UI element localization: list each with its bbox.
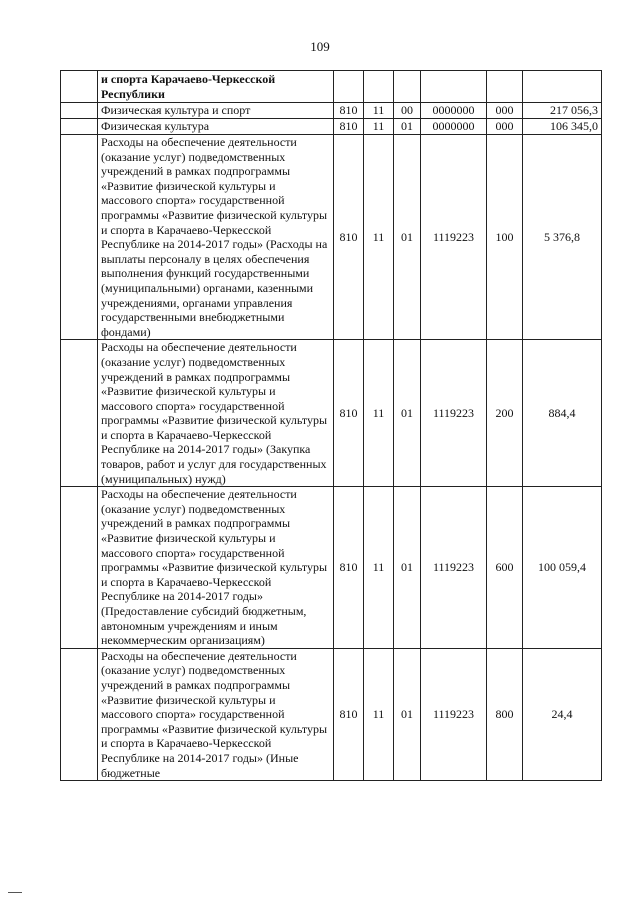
ministry-code-cell bbox=[334, 71, 364, 103]
section-code-cell: 11 bbox=[364, 487, 394, 649]
amount-cell: 24,4 bbox=[523, 648, 602, 780]
section-code-cell: 11 bbox=[364, 119, 394, 135]
row-index-cell bbox=[61, 103, 98, 119]
row-description: Расходы на обеспечение деятельности (оказание услуг) подведомственных учреждений в рамках подпрограммы «Развитие физической культуры и массового спорта» государственной программы «Развитие физической культуры и спорта в Карачаево-Черкесской Республике на 2014-2017 годы» (Предоставление субсидий бюджетным, автономным учреждениям и иным некоммерческим организациям) bbox=[98, 487, 334, 649]
row-index-cell bbox=[61, 648, 98, 780]
row-description: Расходы на обеспечение деятельности (оказание услуг) подведомственных учреждений в рамках подпрограммы «Развитие физической культуры и массового спорта» государственной программы «Развитие физической культуры и спорта в Карачаево-Черкесской Республике на 2014-2017 годы» (Иные бюджетные bbox=[98, 648, 334, 780]
row-index-cell bbox=[61, 340, 98, 487]
table-row bbox=[61, 103, 602, 119]
target-article-cell: 1119223 bbox=[421, 135, 487, 340]
amount-cell: 884,4 bbox=[523, 340, 602, 487]
expense-type-cell: 000 bbox=[487, 103, 523, 119]
table-row bbox=[61, 340, 602, 487]
amount-cell: 217 056,3 bbox=[523, 103, 602, 119]
subsection-code-cell: 01 bbox=[394, 648, 421, 780]
ministry-code-cell: 810 bbox=[334, 119, 364, 135]
ministry-code-cell: 810 bbox=[334, 487, 364, 649]
row-index-cell bbox=[61, 71, 98, 103]
amount-cell: 100 059,4 bbox=[523, 487, 602, 649]
target-article-cell: 0000000 bbox=[421, 119, 487, 135]
table-row bbox=[61, 135, 602, 340]
page-number: 109 bbox=[310, 39, 330, 54]
subsection-code-cell: 01 bbox=[394, 119, 421, 135]
target-article-cell: 1119223 bbox=[421, 648, 487, 780]
expense-type-cell: 600 bbox=[487, 487, 523, 649]
expense-type-cell bbox=[487, 71, 523, 103]
ministry-code-cell: 810 bbox=[334, 103, 364, 119]
row-description: Расходы на обеспечение деятельности (оказание услуг) подведомственных учреждений в рамках подпрограммы «Развитие физической культуры и массового спорта» государственной программы «Развитие физической культуры и спорта в Карачаево-Черкесской Республике на 2014-2017 годы» (Закупка товаров, работ и услуг для государственных (муниципальных) нужд) bbox=[98, 340, 334, 487]
amount-cell bbox=[523, 71, 602, 103]
row-index-cell bbox=[61, 135, 98, 340]
amount-cell: 106 345,0 bbox=[523, 119, 602, 135]
expense-type-cell: 100 bbox=[487, 135, 523, 340]
table-row bbox=[61, 71, 602, 103]
row-index-cell bbox=[61, 487, 98, 649]
section-code-cell: 11 bbox=[364, 340, 394, 487]
section-code-cell bbox=[364, 71, 394, 103]
ministry-code-cell: 810 bbox=[334, 135, 364, 340]
section-code-cell: 11 bbox=[364, 135, 394, 340]
row-description: Физическая культура и спорт bbox=[98, 103, 334, 119]
amount-cell: 5 376,8 bbox=[523, 135, 602, 340]
subsection-code-cell: 01 bbox=[394, 487, 421, 649]
section-code-cell: 11 bbox=[364, 648, 394, 780]
expense-type-cell: 200 bbox=[487, 340, 523, 487]
row-description: Физическая культура bbox=[98, 119, 334, 135]
table-row bbox=[61, 487, 602, 649]
subsection-code-cell bbox=[394, 71, 421, 103]
row-index-cell bbox=[61, 119, 98, 135]
ministry-code-cell: 810 bbox=[334, 340, 364, 487]
ministry-code-cell: 810 bbox=[334, 648, 364, 780]
scan-margin-mark bbox=[8, 892, 22, 893]
budget-table bbox=[60, 70, 602, 781]
target-article-cell: 1119223 bbox=[421, 487, 487, 649]
row-description: Расходы на обеспечение деятельности (оказание услуг) подведомственных учреждений в рамках подпрограммы «Развитие физической культуры и массового спорта» государственной программы «Развитие физической культуры и спорта в Карачаево-Черкесской Республике на 2014-2017 годы» (Расходы на выплаты персоналу в целях обеспечения выполнения функций государственными (муниципальными) органами, казенными учреждениями, органами управления государственными внебюджетными фондами) bbox=[98, 135, 334, 340]
expense-type-cell: 000 bbox=[487, 119, 523, 135]
row-description: и спорта Карачаево-Черкесской Республики bbox=[98, 71, 334, 103]
subsection-code-cell: 00 bbox=[394, 103, 421, 119]
target-article-cell: 1119223 bbox=[421, 340, 487, 487]
expense-type-cell: 800 bbox=[487, 648, 523, 780]
subsection-code-cell: 01 bbox=[394, 135, 421, 340]
table-row bbox=[61, 648, 602, 780]
target-article-cell bbox=[421, 71, 487, 103]
section-code-cell: 11 bbox=[364, 103, 394, 119]
subsection-code-cell: 01 bbox=[394, 340, 421, 487]
table-row bbox=[61, 119, 602, 135]
target-article-cell: 0000000 bbox=[421, 103, 487, 119]
